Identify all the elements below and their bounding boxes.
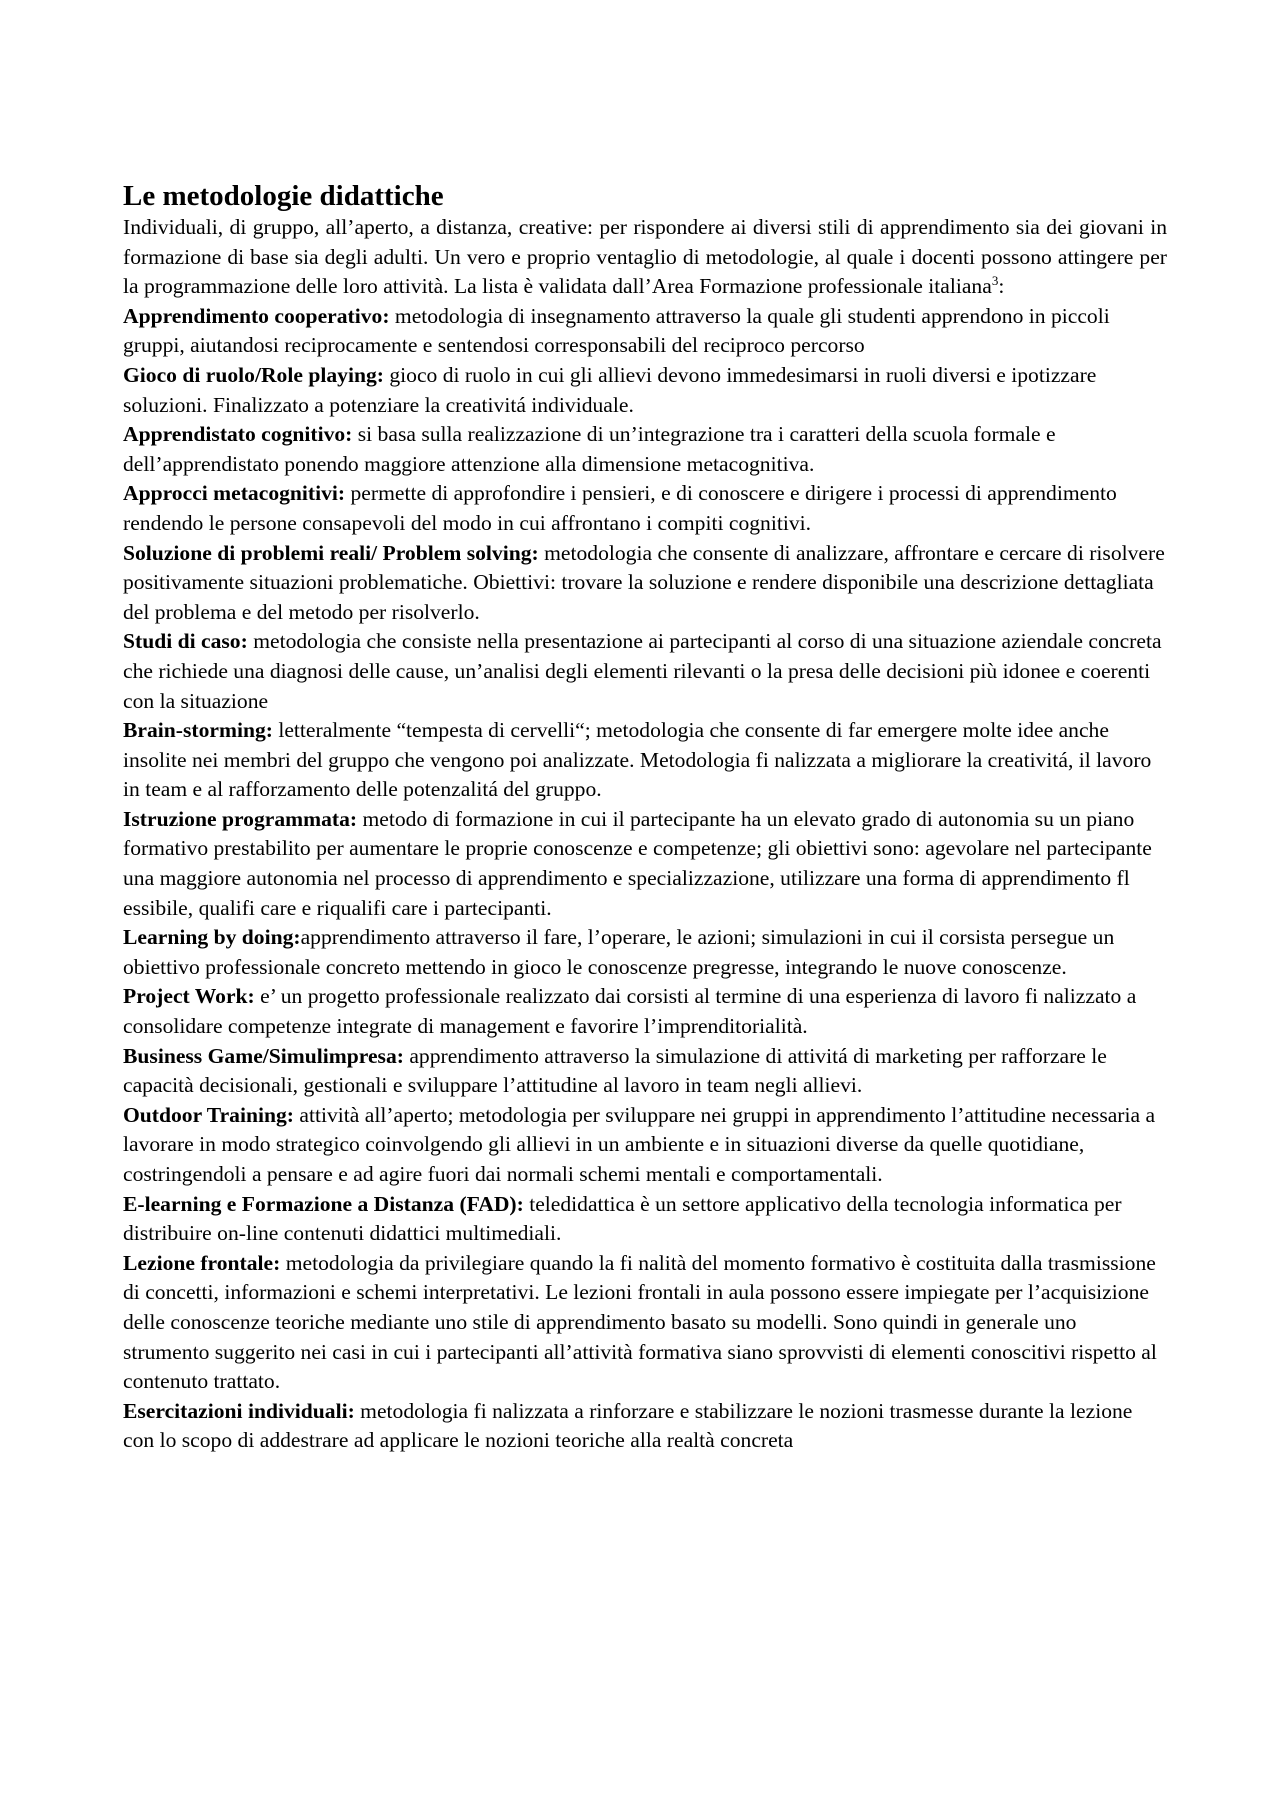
methodology-entry	[123, 1397, 1167, 1456]
methodology-definition: metodologia di insegnamento attraverso la quale gli studenti apprendono in piccoli gruppi, aiutandosi reciprocamente e sentendosi corresponsabili del reciproco percorso	[123, 303, 1110, 358]
methodology-term: Istruzione programmata:	[123, 806, 358, 831]
methodology-entry	[123, 361, 1167, 420]
methodology-definition: apprendimento attraverso la simulazione di attivitá di marketing per rafforzare le capacità decisionali, gestionali e sviluppare l’attitudine al lavoro in team negli allievi.	[123, 1043, 1107, 1098]
methodology-entry	[123, 716, 1167, 805]
methodology-entry	[123, 479, 1167, 538]
methodology-definition: teledidattica è un settore applicativo della tecnologia informatica per distribuire on-line contenuti didattici multimediali.	[123, 1191, 1122, 1246]
document-title: Le metodologie didattiche	[123, 180, 444, 212]
methodology-definition: metodologia che consiste nella presentazione ai partecipanti al corso di una situazione aziendale concreta che richiede una diagnosi delle cause, un’analisi degli elementi rilevanti o la presa delle decisioni più idonee e coerenti con la situazione	[123, 629, 1162, 713]
methodology-definition: metodologia fi nalizzata a rinforzare e stabilizzare le nozioni trasmesse durante la lezione con lo scopo di addestrare ad applicare le nozioni teoriche alla realtà concreta	[123, 1398, 1133, 1453]
methodology-entry	[123, 420, 1167, 479]
methodology-entry	[123, 1249, 1167, 1397]
methodology-term: Project Work:	[123, 984, 255, 1009]
methodology-entry	[123, 539, 1167, 628]
methodology-term: Business Game/Simulimpresa:	[123, 1043, 404, 1068]
methodology-entry	[123, 805, 1167, 923]
intro-text: Individuali, di gruppo, all’aperto, a distanza, creative: per rispondere ai diversi stili di apprendimento sia dei giovani in formazione di base sia degli adulti. Un vero e proprio ventaglio di metodologie, al quale i docenti possono attingere per la programmazione delle loro attività. La lista è validata dall’Area Formazione professionale italiana	[123, 215, 1167, 299]
methodology-term: Apprendistato cognitivo:	[123, 422, 353, 447]
methodology-term: Apprendimento cooperativo:	[123, 303, 390, 328]
methodology-term: Brain-storming:	[123, 718, 273, 743]
methodology-entry	[123, 1101, 1167, 1190]
methodology-entry	[123, 1042, 1167, 1101]
methodology-definition: gioco di ruolo in cui gli allievi devono immedesimarsi in ruoli diversi e ipotizzare soluzioni. Finalizzato a potenziare la creativitá individuale.	[123, 362, 1097, 417]
intro-tail: :	[998, 274, 1005, 299]
methodology-entry	[123, 302, 1167, 361]
methodology-entry	[123, 923, 1167, 982]
methodology-term: E-learning e Formazione a Distanza (FAD):	[123, 1191, 524, 1216]
document-page	[123, 178, 1167, 1456]
methodology-entry	[123, 627, 1167, 716]
methodology-definition: metodologia che consente di analizzare, affrontare e cercare di risolvere positivamente situazioni problematiche. Obiettivi: trovare la soluzione e rendere disponibile una descrizione dettagliata del problema e del metodo per risolverlo.	[123, 540, 1165, 624]
methodology-term: Lezione frontale:	[123, 1250, 281, 1275]
methodology-term: Gioco di ruolo/Role playing:	[123, 362, 384, 387]
methodology-definition: e’ un progetto professionale realizzato dai corsisti al termine di una esperienza di lavoro fi nalizzato a consolidare competenze integrate di management e favorire l’imprenditorialità.	[123, 984, 1137, 1039]
methodology-term: Studi di caso:	[123, 629, 248, 654]
methodology-definition: metodologia da privilegiare quando la fi nalità del momento formativo è costituita dalla trasmissione di concetti, informazioni e schemi interpretativi. Le lezioni frontali in aula possono essere impiegate per l’acquisizione delle conoscenze teoriche mediante uno stile di apprendimento basato su modelli. Sono quindi in generale uno strumento suggerito nei casi in cui i partecipanti all’attività formativa siano sprovvisti di elementi conoscitivi rispetto al contenuto trattato.	[123, 1250, 1157, 1394]
methodology-list	[123, 302, 1167, 1456]
methodology-entry	[123, 1190, 1167, 1249]
methodology-definition: attività all’aperto; metodologia per sviluppare nei gruppi in apprendimento l’attitudine necessaria a lavorare in modo strategico coinvolgendo gli allievi in un ambiente e in situazioni diverse da quelle quotidiane, costringendoli a pensare e ad agire fuori dai normali schemi mentali e comportamentali.	[123, 1102, 1156, 1186]
footnote-reference[interactable]: 3	[991, 273, 999, 288]
methodology-definition: si basa sulla realizzazione di un’integrazione tra i caratteri della scuola formale e dell’apprendistato ponendo maggiore attenzione alla dimensione metacognitiva.	[123, 422, 1056, 476]
methodology-term: Approcci metacognitivi:	[123, 481, 346, 506]
methodology-term: Esercitazioni individuali:	[123, 1398, 355, 1423]
methodology-term: Learning by doing:	[123, 925, 301, 950]
methodology-definition: apprendimento attraverso il fare, l’operare, le azioni; simulazioni in cui il corsista persegue un obiettivo professionale concreto mettendo in gioco le conoscenze pregresse, integrando le nuove conoscenze.	[123, 925, 1115, 979]
intro-paragraph	[123, 213, 1167, 302]
methodology-term: Outdoor Training:	[123, 1102, 294, 1127]
methodology-entry	[123, 982, 1167, 1041]
methodology-term: Soluzione di problemi reali/ Problem solving:	[123, 540, 539, 565]
methodology-definition: permette di approfondire i pensieri, e di conoscere e dirigere i processi di apprendimento rendendo le persone consapevoli del modo in cui affrontano i compiti cognitivi.	[123, 481, 1117, 535]
methodology-definition: letteralmente “tempesta di cervelli“; metodologia che consente di far emergere molte idee anche insolite nei membri del gruppo che vengono poi analizzate. Metodologia fi nalizzata a migliorare la creativitá, il lavoro in team e al rafforzamento delle potenzalitá del gruppo.	[123, 718, 1152, 802]
methodology-definition: metodo di formazione in cui il partecipante ha un elevato grado di autonomia su un piano formativo prestabilito per aumentare le proprie conoscenze e competenze; gli obiettivi sono: agevolare nel partecipante una maggiore autonomia nel processo di apprendimento e specializzazione, utilizzare una forma di apprendimento fl essibile, qualifi care e riqualifi care i partecipanti.	[123, 806, 1152, 920]
